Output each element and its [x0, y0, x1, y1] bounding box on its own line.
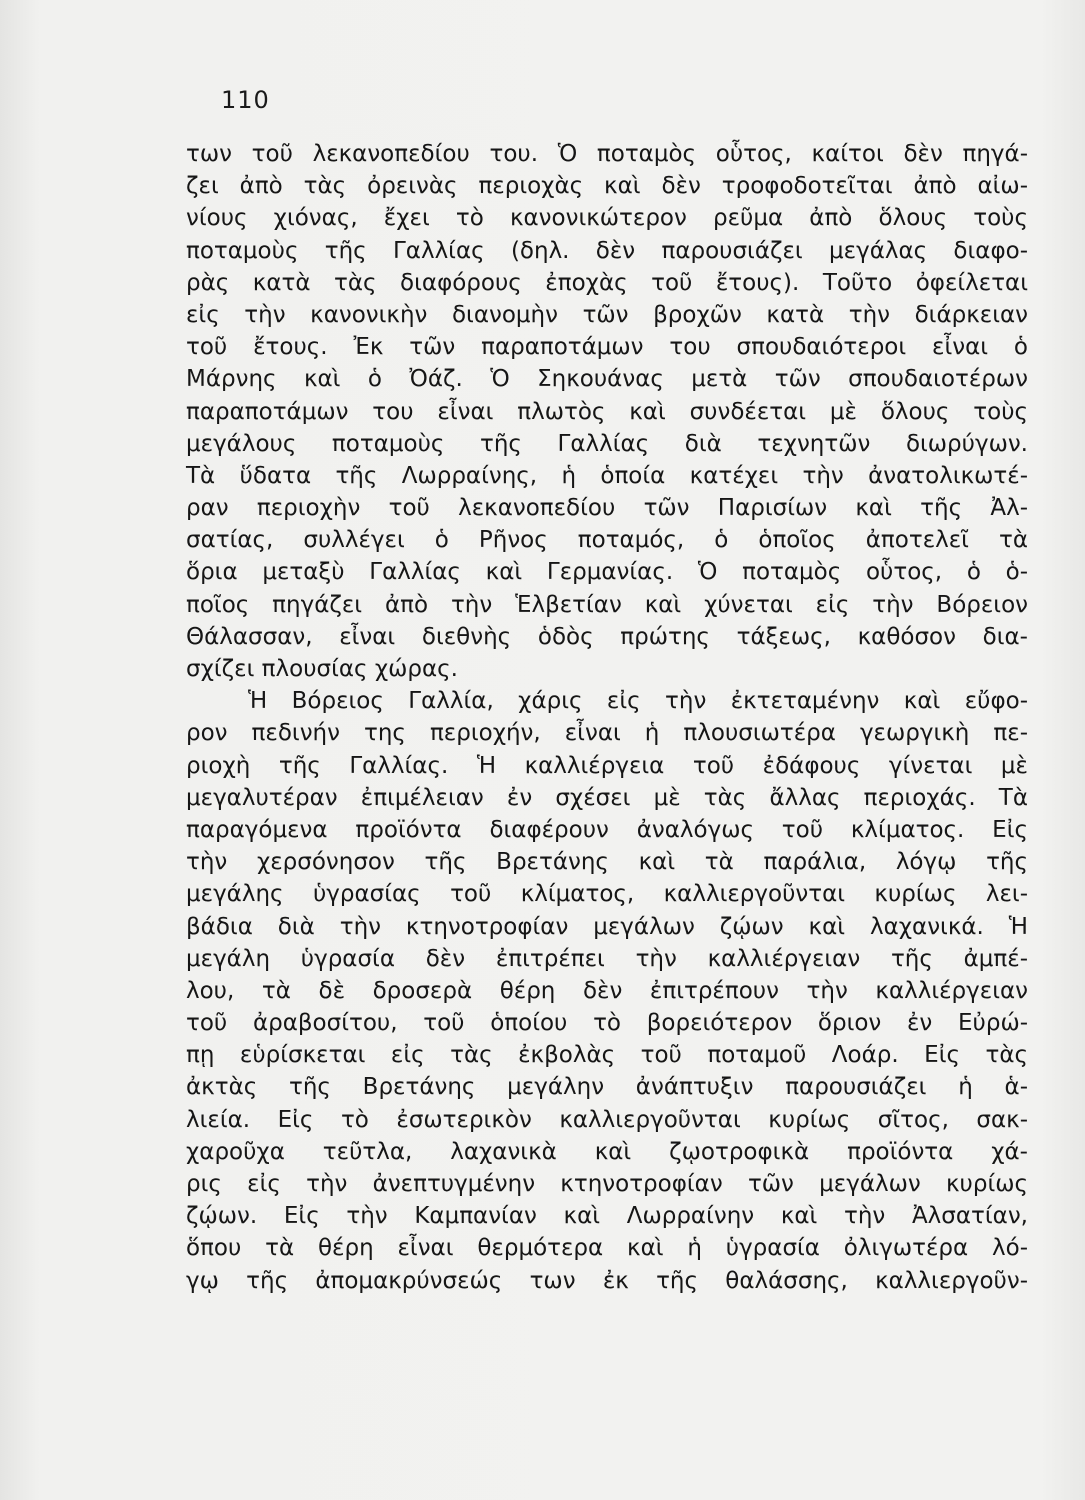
text-line: μεγάλης ὑγρασίας τοῦ κλίματος, καλλιεργοῦνται κυρίως λει- [186, 881, 1028, 908]
text-line: μεγάλους ποταμοὺς τῆς Γαλλίας διὰ τεχνητῶν διωρύγων. [186, 430, 1028, 457]
text-line: ρὰς κατὰ τὰς διαφόρους ἐποχὰς τοῦ ἔτους). Τοῦτο ὀφείλεται [186, 269, 1028, 296]
text-line: τοῦ ἀραβοσίτου, τοῦ ὁποίου τὸ βορειότερον ὅριον ἐν Εὐρώ- [186, 1010, 1028, 1037]
text-line: ζῴων. Εἰς τὴν Καμπανίαν καὶ Λωρραίνην καὶ τὴν Ἀλσατίαν, [186, 1203, 1028, 1230]
text-line: ρον πεδινήν της περιοχήν, εἶναι ἡ πλουσιωτέρα γεωργικὴ πε- [186, 720, 1028, 747]
body-text [186, 138, 1028, 1297]
text-line: βάδια διὰ τὴν κτηνοτροφίαν μεγάλων ζῴων καὶ λαχανικά. Ἡ [186, 913, 1028, 940]
text-line: ἀκτὰς τῆς Βρετάνης μεγάλην ἀνάπτυξιν παρουσιάζει ἡ ἁ- [186, 1074, 1028, 1101]
text-line: ζει ἀπὸ τὰς ὀρεινὰς περιοχὰς καὶ δὲν τροφοδοτεῖται ἀπὸ αἰω- [186, 173, 1028, 200]
text-line: ριοχὴ τῆς Γαλλίας. Ἡ καλλιέργεια τοῦ ἐδάφους γίνεται μὲ [186, 752, 1028, 779]
text-line: ραν περιοχὴν τοῦ λεκανοπεδίου τῶν Παρισίων καὶ τῆς Ἀλ- [186, 495, 1028, 522]
text-line: ρις εἰς τὴν ἀνεπτυγμένην κτηνοτροφίαν τῶν μεγάλων κυρίως [186, 1171, 1028, 1197]
text-line: παραγόμενα προϊόντα διαφέρουν ἀναλόγως τοῦ κλίματος. Εἰς [186, 816, 1028, 843]
text-line: εἰς τὴν κανονικὴν διανομὴν τῶν βροχῶν κατὰ τὴν διάρκειαν [186, 301, 1028, 328]
text-line: των τοῦ λεκανοπεδίου του. Ὁ ποταμὸς οὗτος, καίτοι δὲν πηγά- [186, 141, 1028, 167]
text-line: σατίας, συλλέγει ὁ Ρῆνος ποταμός, ὁ ὁποῖος ἀποτελεῖ τὰ [186, 527, 1028, 554]
text-line: χαροῦχα τεῦτλα, λαχανικὰ καὶ ζῳοτροφικὰ προϊόντα χά- [186, 1138, 1028, 1165]
paragraph-start-line: Ἡ Βόρειος Γαλλία, χάρις εἰς τὴν ἐκτεταμένην καὶ εὔφο- [248, 688, 1028, 715]
text-line: λου, τὰ δὲ δροσερὰ θέρη δὲν ἐπιτρέπουν τὴν καλλιέργειαν [186, 977, 1028, 1004]
text-line: πῃ εὑρίσκεται εἰς τὰς ἐκβολὰς τοῦ ποταμοῦ Λοάρ. Εἰς τὰς [186, 1042, 1028, 1069]
text-line: τοῦ ἔτους. Ἐκ τῶν παραποτάμων του σπουδαιότεροι εἶναι ὁ [186, 334, 1028, 361]
text-line: ποταμοὺς τῆς Γαλλίας (δηλ. δὲν παρουσιάζει μεγάλας διαφο- [186, 237, 1028, 264]
text-line: νίους χιόνας, ἔχει τὸ κανονικώτερον ρεῦμα ἀπὸ ὅλους τοὺς [186, 205, 1028, 232]
text-line: ὅπου τὰ θέρη εἶναι θερμότερα καὶ ἡ ὑγρασία ὀλιγωτέρα λό- [186, 1235, 1028, 1262]
page-number: 110 [221, 86, 270, 114]
text-line: ὅρια μεταξὺ Γαλλίας καὶ Γερμανίας. Ὁ ποταμὸς οὗτος, ὁ ὁ- [186, 559, 1028, 586]
text-line: Μάρνης καὶ ὁ Ὀάζ. Ὁ Σηκουάνας μετὰ τῶν σπουδαιοτέρων [186, 366, 1028, 393]
text-line: μεγαλυτέραν ἐπιμέλειαν ἐν σχέσει μὲ τὰς ἄλλας περιοχάς. Τὰ [186, 784, 1028, 811]
text-line: λιεία. Εἰς τὸ ἐσωτερικὸν καλλιεργοῦνται κυρίως σῖτος, σακ- [186, 1106, 1028, 1133]
text-line: Τὰ ὕδατα τῆς Λωρραίνης, ἡ ὁποία κατέχει τὴν ἀνατολικωτέ- [186, 462, 1028, 489]
text-line: Θάλασσαν, εἶναι διεθνὴς ὁδὸς πρώτης τάξεως, καθόσον δια- [186, 623, 1028, 650]
text-line: ποῖος πηγάζει ἀπὸ τὴν Ἑλβετίαν καὶ χύνεται εἰς τὴν Βόρειον [186, 591, 1028, 618]
text-line: παραποτάμων του εἶναι πλωτὸς καὶ συνδέεται μὲ ὅλους τοὺς [186, 398, 1028, 425]
text-line: μεγάλη ὑγρασία δὲν ἐπιτρέπει τὴν καλλιέργειαν τῆς ἀμπέ- [186, 945, 1028, 972]
paragraph-end-line: σχίζει πλουσίας χώρας. [186, 656, 458, 682]
text-line: γῳ τῆς ἀπομακρύνσεώς των ἐκ τῆς θαλάσσης, καλλιεργοῦν- [186, 1267, 1028, 1294]
text-line: τὴν χερσόνησον τῆς Βρετάνης καὶ τὰ παράλια, λόγῳ τῆς [186, 849, 1028, 876]
